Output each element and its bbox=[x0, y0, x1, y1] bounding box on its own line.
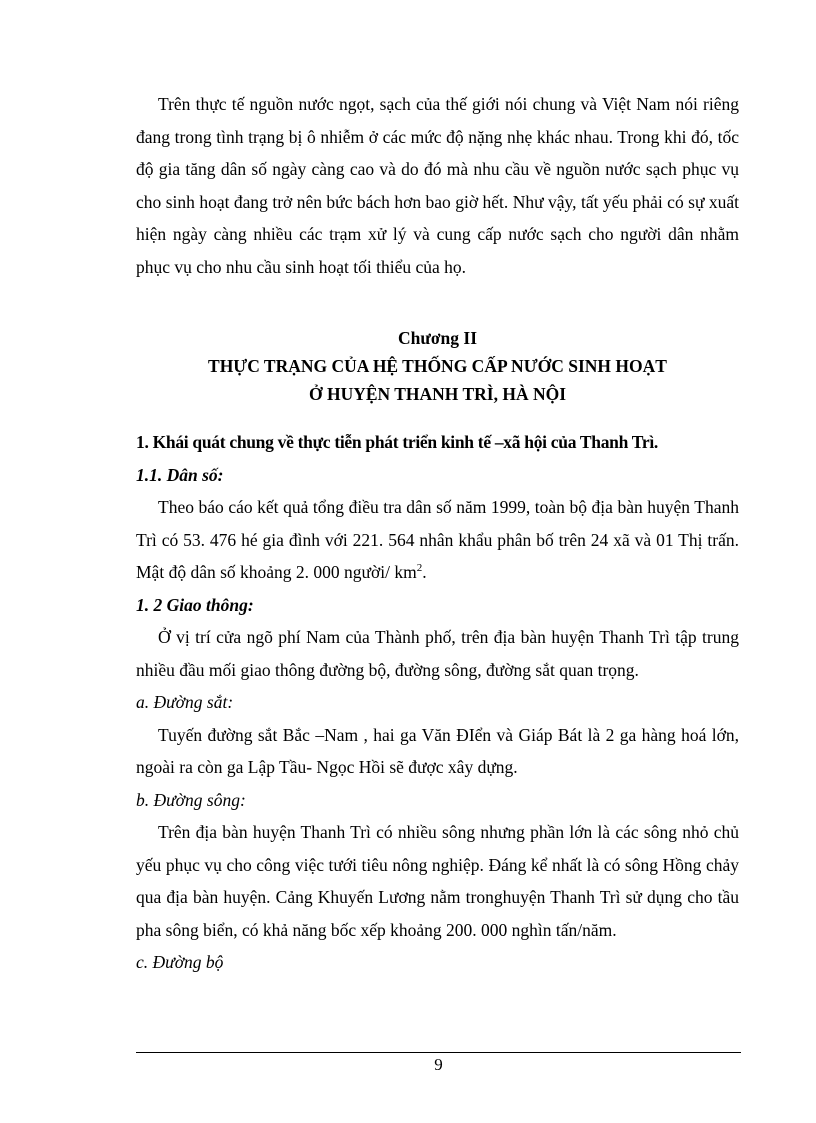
waterway-heading: b. Đường sông: bbox=[136, 789, 246, 810]
intro-paragraph: Trên thực tế nguồn nước ngọt, sạch của thế giới nói chung và Việt Nam nói riêng đang trong tình trạng bị ô nhiễm ở các mức độ nặng nhẹ khác nhau. Trong khi đó, tốc độ gia tăng dân số ngày càng cao và do đó mà nhu cầu về nguồn nước sạch phục vụ cho sinh hoạt đang trở nên bức bách hơn bao giờ hết. Như vậy, tất yếu phải có sự xuất hiện ngày càng nhiều các trạm xử lý và cung cấp nước sạch cho người dân nhằm phục vụ cho nhu cầu sinh hoạt tối thiểu của họ. bbox=[136, 94, 739, 277]
railway-paragraph: Tuyến đường sắt Bắc –Nam , hai ga Văn ĐIển và Giáp Bát là 2 ga hàng hoá lớn, ngoài ra còn ga Lập Tầu- Ngọc Hồi sẽ được xây dựng. bbox=[136, 724, 739, 777]
waterway-paragraph: Trên địa bàn huyện Thanh Trì có nhiều sông nhưng phần lớn là các sông nhỏ chủ yếu phục vụ cho công việc tưới tiêu nông nghiệp. Đáng kể nhất là có sông Hồng chảy qua địa bàn huyện. Cảng Khuyến Lương nằm tronghuyện Thanh Trì sử dụng cho tầu pha sông biển, có khả năng bốc xếp khoảng 200. 000 nghìn tấn/năm. bbox=[136, 822, 739, 940]
body-content bbox=[136, 426, 739, 979]
transport-heading: 1. 2 Giao thông: bbox=[136, 594, 254, 615]
chapter-title-line2: Ở HUYỆN THANH TRÌ, HÀ NỘI bbox=[308, 384, 567, 404]
superscript: 2 bbox=[416, 562, 423, 575]
railway-heading: a. Đường sắt: bbox=[136, 692, 234, 712]
chapter-title-line1: THỰC TRẠNG CỦA HỆ THỐNG CẤP NƯỚC SINH HOẠT bbox=[208, 356, 667, 376]
population-suffix: . bbox=[422, 562, 427, 582]
chapter-heading bbox=[136, 324, 739, 408]
chapter-label: Chương II bbox=[397, 328, 478, 348]
transport-paragraph: Ở vị trí cửa ngõ phí Nam của Thành phố, trên địa bàn huyện Thanh Trì tập trung nhiều đầu mối giao thông đường bộ, đường sông, đường sắt quan trọng. bbox=[136, 627, 739, 680]
footer-divider bbox=[136, 1052, 741, 1053]
population-paragraph bbox=[136, 491, 739, 589]
section-heading: 1. Khái quát chung về thực tiễn phát triển kinh tế –xã hội của Thanh Trì. bbox=[136, 432, 658, 452]
intro-section bbox=[136, 88, 739, 283]
road-heading: c. Đường bộ bbox=[136, 952, 224, 972]
population-text: Theo báo cáo kết quả tổng điều tra dân số năm 1999, toàn bộ địa bàn huyện Thanh Trì có 53. 476 hé gia đình với 221. 564 nhân khẩu phân bố trên 24 xã và 01 Thị trấn. Mật độ dân số khoảng 2. 000 người/ km bbox=[136, 497, 739, 582]
page-number: 9 bbox=[434, 1055, 443, 1074]
population-heading: 1.1. Dân số: bbox=[136, 464, 224, 485]
